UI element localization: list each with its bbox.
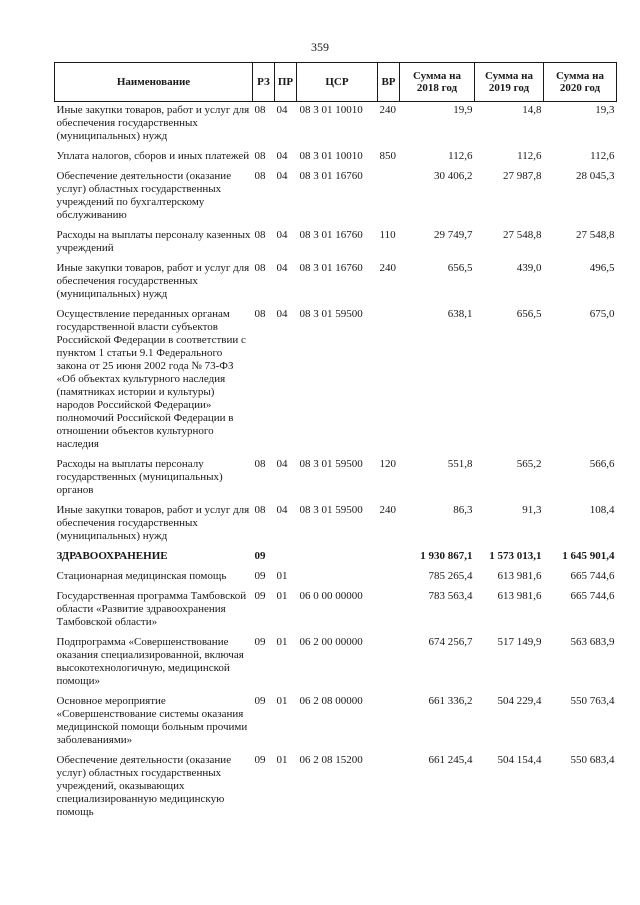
cell-pr: 04 (276, 229, 288, 241)
cell-sum-2019: 504 229,4 (497, 695, 542, 707)
table-row (55, 588, 617, 634)
cell-vr: 850 (379, 150, 396, 162)
header-sum-2018: Сумма на 2018 год (400, 63, 475, 102)
cell-name: Расходы на выплаты персоналу казенных учреждений (56, 229, 251, 254)
cell-name: ЗДРАВООХРАНЕНИЕ (56, 550, 168, 562)
cell-pr: 04 (276, 308, 288, 320)
cell-pr: 01 (276, 590, 288, 602)
cell-sum-2020: 550 763,4 (570, 695, 615, 707)
cell-sum-2020: 19,3 (595, 104, 615, 116)
cell-rz: 08 (254, 150, 266, 162)
cell-sum-2020: 1 645 901,4 (562, 550, 615, 562)
cell-pr: 01 (276, 695, 288, 707)
cell-rz: 08 (254, 104, 266, 116)
table-row (55, 568, 617, 588)
cell-sum-2019: 91,3 (522, 504, 542, 516)
table-row (55, 102, 617, 149)
cell-sum-2019: 27 987,8 (503, 170, 542, 182)
header-rz: РЗ (253, 63, 275, 102)
cell-vr (378, 588, 400, 634)
cell-vr (378, 693, 400, 752)
cell-csr: 06 2 08 00000 (299, 695, 363, 707)
cell-sum-2019: 517 149,9 (497, 636, 542, 648)
cell-sum-2018: 783 563,4 (428, 590, 473, 602)
cell-csr: 06 2 00 00000 (299, 636, 363, 648)
cell-rz: 08 (254, 262, 266, 274)
cell-rz: 09 (254, 570, 266, 582)
budget-table (54, 62, 617, 824)
cell-sum-2020: 496,5 (589, 262, 615, 274)
cell-csr (297, 568, 378, 588)
cell-sum-2018: 1 930 867,1 (420, 550, 473, 562)
header-sum-2019: Сумма на 2019 год (475, 63, 544, 102)
cell-csr: 08 3 01 10010 (299, 104, 363, 116)
cell-csr: 06 0 00 00000 (299, 590, 363, 602)
cell-sum-2020: 566,6 (589, 458, 615, 470)
table-row (55, 502, 617, 548)
cell-sum-2020: 550 683,4 (570, 754, 615, 766)
cell-vr (378, 548, 400, 568)
cell-sum-2019: 504 154,4 (497, 754, 542, 766)
cell-rz: 08 (254, 458, 266, 470)
table-row (55, 168, 617, 227)
cell-sum-2020: 665 744,6 (570, 570, 615, 582)
cell-sum-2020: 28 045,3 (576, 170, 615, 182)
cell-vr: 240 (379, 262, 396, 274)
cell-sum-2020: 112,6 (590, 150, 615, 162)
cell-csr (297, 548, 378, 568)
cell-pr: 01 (276, 570, 288, 582)
cell-rz: 08 (254, 229, 266, 241)
cell-rz: 08 (254, 170, 266, 182)
cell-sum-2018: 30 406,2 (434, 170, 473, 182)
cell-name: Обеспечение деятельности (оказание услуг) областных государственных учреждений, оказывающих специализированную медицинскую помощь (56, 754, 232, 818)
table-header-row (55, 63, 617, 102)
cell-name: Расходы на выплаты персоналу государственных (муниципальных) органов (56, 458, 223, 496)
cell-pr: 04 (276, 504, 288, 516)
table-row (55, 456, 617, 502)
cell-sum-2020: 665 744,6 (570, 590, 615, 602)
cell-vr: 240 (379, 504, 396, 516)
cell-sum-2020: 108,4 (589, 504, 615, 516)
cell-sum-2020: 27 548,8 (576, 229, 615, 241)
cell-sum-2019: 1 573 013,1 (489, 550, 542, 562)
header-csr: ЦСР (297, 63, 378, 102)
cell-name: Обеспечение деятельности (оказание услуг) областных государственных учреждений по бухгалтерскому обслуживанию (56, 170, 232, 221)
table-row (55, 634, 617, 693)
header-pr: ПР (275, 63, 297, 102)
table-row (55, 693, 617, 752)
cell-sum-2018: 112,6 (448, 150, 473, 162)
header-vr: ВР (378, 63, 400, 102)
cell-pr: 01 (276, 754, 288, 766)
cell-csr: 08 3 01 16760 (299, 229, 363, 241)
cell-vr: 110 (379, 229, 396, 241)
cell-sum-2019: 565,2 (516, 458, 542, 470)
cell-sum-2018: 674 256,7 (428, 636, 473, 648)
cell-vr (378, 752, 400, 824)
cell-rz: 08 (254, 308, 266, 320)
cell-sum-2018: 638,1 (447, 308, 473, 320)
page-number: 359 (311, 40, 329, 54)
cell-rz: 09 (254, 590, 266, 602)
cell-vr: 120 (379, 458, 396, 470)
cell-sum-2019: 613 981,6 (497, 570, 542, 582)
cell-csr: 08 3 01 59500 (299, 504, 363, 516)
cell-vr (378, 568, 400, 588)
table-row (55, 752, 617, 824)
cell-name: Уплата налогов, сборов и иных платежей (56, 150, 250, 162)
table-row (55, 548, 617, 568)
cell-csr: 06 2 08 15200 (299, 754, 363, 766)
cell-name: Осуществление переданных органам государственной власти субъектов Российской Федерации в соответствии с пунктом 1 статьи 9.1 Федерального закона от 25 июня 2002 года № 73-ФЗ «Об объектах культурного наследия (памятниках истории и культуры) народов Российской Федерации» полномочий Российской Федерации в отношении объектов культурного наследия (56, 308, 246, 450)
cell-vr (378, 634, 400, 693)
cell-sum-2018: 785 265,4 (428, 570, 473, 582)
cell-sum-2018: 86,3 (453, 504, 473, 516)
cell-sum-2020: 675,0 (589, 308, 615, 320)
cell-pr: 04 (276, 104, 288, 116)
cell-name: Государственная программа Тамбовской области «Развитие здравоохранения Тамбовской области» (56, 590, 247, 628)
header-name: Наименование (55, 63, 253, 102)
cell-pr: 04 (276, 262, 288, 274)
cell-name: Стационарная медицинская помощь (56, 570, 227, 582)
table-row (55, 306, 617, 456)
cell-name: Иные закупки товаров, работ и услуг для обеспечения государственных (муниципальных) нужд (56, 504, 250, 542)
table-row (55, 260, 617, 306)
cell-name: Подпрограмма «Совершенствование оказания специализированной, включая высокотехнологичную, медицинской помощи» (56, 636, 244, 687)
cell-rz: 09 (254, 754, 266, 766)
cell-vr (378, 306, 400, 456)
cell-sum-2020: 563 683,9 (570, 636, 615, 648)
cell-sum-2019: 112,6 (517, 150, 542, 162)
cell-sum-2019: 613 981,6 (497, 590, 542, 602)
table-row (55, 148, 617, 168)
cell-rz: 09 (254, 636, 266, 648)
header-sum-2020: Сумма на 2020 год (544, 63, 617, 102)
cell-csr: 08 3 01 59500 (299, 308, 363, 320)
cell-rz: 09 (254, 550, 266, 562)
table-body (55, 102, 617, 825)
cell-csr: 08 3 01 59500 (299, 458, 363, 470)
cell-pr (275, 548, 297, 568)
cell-vr: 240 (379, 104, 396, 116)
cell-sum-2018: 656,5 (447, 262, 473, 274)
cell-name: Иные закупки товаров, работ и услуг для обеспечения государственных (муниципальных) нужд (56, 104, 250, 142)
cell-sum-2019: 27 548,8 (503, 229, 542, 241)
cell-csr: 08 3 01 16760 (299, 170, 363, 182)
cell-sum-2019: 439,0 (516, 262, 542, 274)
cell-csr: 08 3 01 10010 (299, 150, 363, 162)
cell-sum-2019: 656,5 (516, 308, 542, 320)
cell-name: Иные закупки товаров, работ и услуг для обеспечения государственных (муниципальных) нужд (56, 262, 250, 300)
cell-pr: 04 (276, 458, 288, 470)
cell-rz: 08 (254, 504, 266, 516)
cell-sum-2018: 661 336,2 (428, 695, 473, 707)
cell-pr: 04 (276, 170, 288, 182)
cell-sum-2018: 661 245,4 (428, 754, 473, 766)
table-row (55, 227, 617, 260)
cell-pr: 04 (276, 150, 288, 162)
cell-sum-2018: 29 749,7 (434, 229, 473, 241)
cell-rz: 09 (254, 695, 266, 707)
cell-sum-2019: 14,8 (522, 104, 542, 116)
cell-name: Основное мероприятие «Совершенствование системы оказания медицинской помощи больным прочими заболеваниями» (56, 695, 248, 746)
cell-pr: 01 (276, 636, 288, 648)
cell-csr: 08 3 01 16760 (299, 262, 363, 274)
cell-sum-2018: 551,8 (447, 458, 473, 470)
cell-sum-2018: 19,9 (453, 104, 473, 116)
cell-vr (378, 168, 400, 227)
